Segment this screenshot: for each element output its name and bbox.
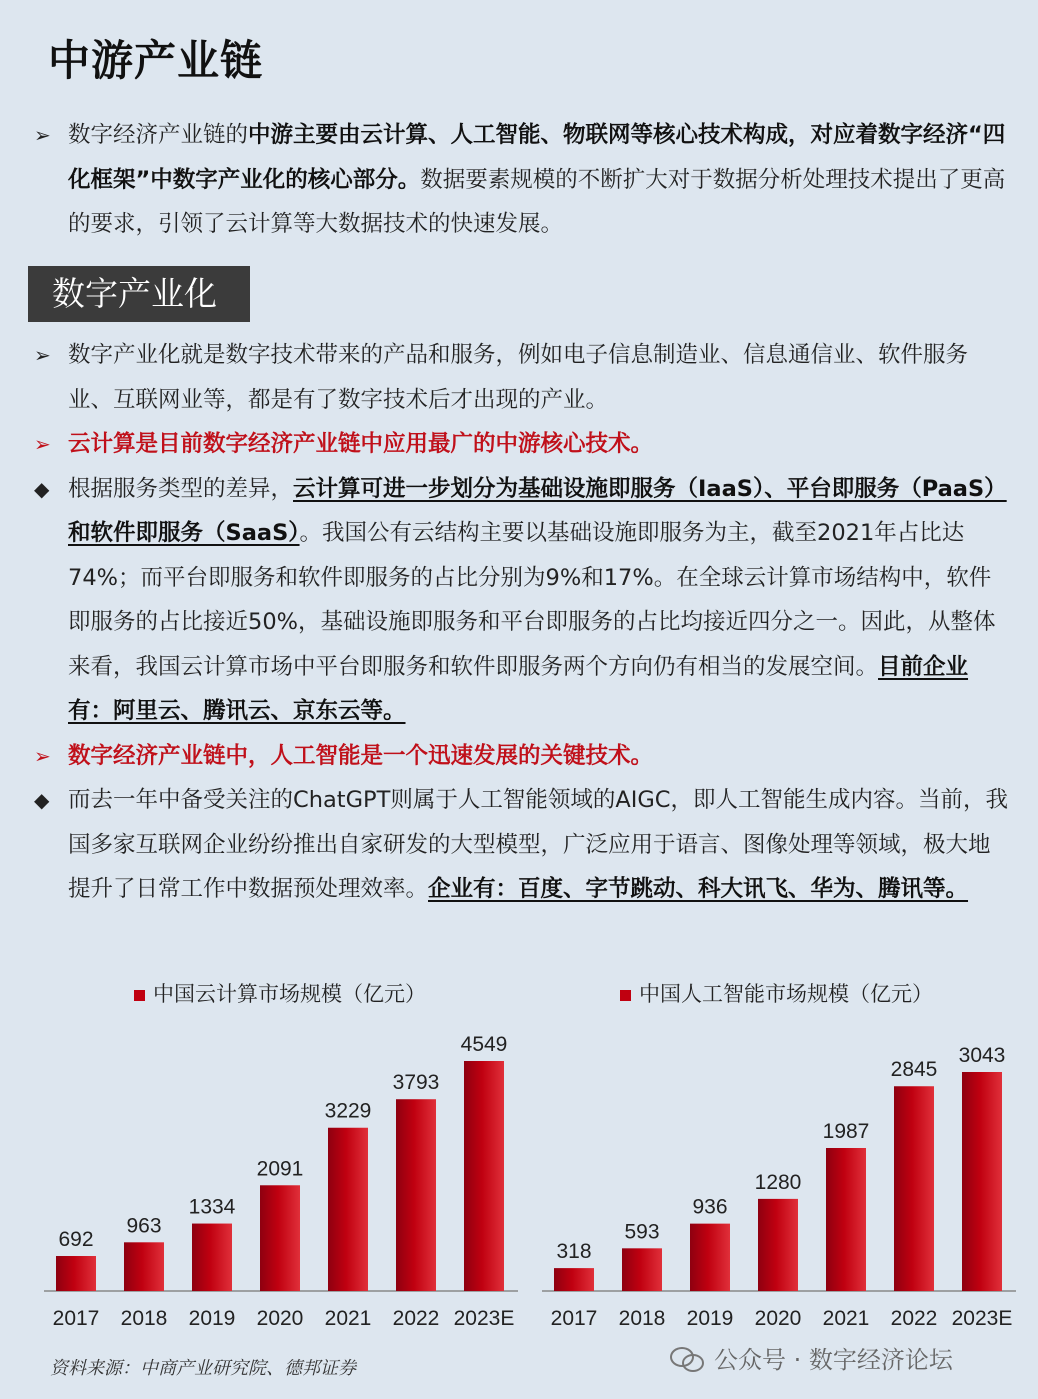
arrow-bullet-icon: ➢	[34, 743, 51, 768]
bar-2017	[554, 1268, 594, 1291]
bar-2020	[260, 1185, 300, 1291]
bar-chart-1	[542, 1044, 1016, 1330]
legend-label: 中国云计算市场规模（亿元）	[153, 982, 426, 1006]
bar-2022	[894, 1086, 934, 1291]
bar-2017	[56, 1256, 96, 1291]
data-label: 3229	[324, 1099, 372, 1123]
bar-2021	[328, 1128, 368, 1291]
x-tick-label: 2022	[392, 1307, 440, 1330]
bullet-text: 数字经济产业链中，人工智能是一个迅速发展的关键技术。	[68, 742, 654, 769]
watermark-text: 公众号 · 数字经济论坛	[714, 1346, 953, 1374]
data-label: 3793	[392, 1071, 440, 1095]
arrow-bullet-icon: ➢	[34, 343, 51, 367]
intro-text-rest: 数据要素规模的不断扩大对于数据分析处理技术提出了更高的要求，引领了云计算等大数据技术的快速发展。	[68, 166, 1006, 237]
data-label: 593	[624, 1220, 660, 1244]
bar-chart-0	[44, 1033, 518, 1330]
x-tick-label: 2020	[754, 1307, 802, 1330]
data-label: 2091	[256, 1157, 304, 1181]
wechat-icon	[670, 1345, 704, 1371]
data-label: 692	[58, 1228, 94, 1252]
bar-2021	[826, 1148, 866, 1291]
bar-2018	[622, 1248, 662, 1291]
data-label: 2845	[890, 1058, 938, 1082]
data-label: 1334	[188, 1195, 236, 1219]
intro-text-lead: 数字经济产业链的	[68, 122, 249, 148]
bullet-text-underlined: 云计算可进一步划分为基础设施即服务（IaaS）、平台即服务（PaaS）和软件即服务（SaaS）	[68, 475, 1007, 546]
data-label: 936	[692, 1195, 728, 1219]
x-tick-label: 2019	[686, 1307, 734, 1330]
data-label: 1987	[822, 1119, 870, 1143]
x-tick-label: 2023E	[951, 1307, 1013, 1330]
x-tick-label: 2018	[618, 1307, 666, 1330]
bullet-text: 而去一年中备受关注的ChatGPT则属于人工智能领域的AIGC，即人工智能生成内容。当前，我国多家互联网企业纷纷推出自家研发的大型模型，广泛应用于语言、图像处理等领域，极大地提升了日常工作中数据预处理效率。	[68, 787, 1009, 902]
bar-2023E	[464, 1061, 504, 1291]
bullet-text: 。我国公有云结构主要以基础设施即服务为主，截至2021年占比达74%；而平台即服务和软件即服务的占比分别为9%和17%。在全球云计算市场结构中，软件即服务的占比接近50%，基础设施即服务和平台即服务的占比均接近四分之一。因此，从整体来看，我国云计算市场中平台即服务和软件即服务两个方向仍有相当的发展空间。	[68, 520, 996, 680]
x-tick-label: 2022	[890, 1307, 938, 1330]
arrow-bullet-icon: ➢	[34, 432, 51, 456]
x-tick-label: 2017	[52, 1307, 100, 1330]
intro-text-bold: 中游主要由云计算、人工智能、物联网等核心技术构成，对应着数字经济“四化框架”中数字产业化的核心部分。	[68, 122, 1006, 193]
data-label: 3043	[958, 1044, 1006, 1067]
watermark	[670, 1340, 953, 1375]
x-tick-label: 2021	[324, 1307, 372, 1330]
data-label: 4549	[460, 1033, 508, 1056]
diamond-bullet-icon: ◆	[34, 476, 50, 501]
x-tick-label: 2023E	[453, 1307, 515, 1330]
x-tick-label: 2019	[188, 1307, 236, 1330]
x-tick-label: 2021	[822, 1307, 870, 1330]
bar-2018	[124, 1242, 164, 1291]
x-tick-label: 2018	[120, 1307, 168, 1330]
data-label: 318	[556, 1240, 592, 1264]
source-note: 资料来源：中商产业研究院、德邦证券	[50, 1358, 356, 1379]
bar-2023E	[962, 1072, 1002, 1291]
bullet-text: 数字产业化就是数字技术带来的产品和服务，例如电子信息制造业、信息通信业、软件服务业、互联网业等，都是有了数字技术后才出现的产业。	[68, 342, 969, 413]
arrow-bullet-icon: ➢	[34, 123, 51, 147]
bullet-text: 云计算是目前数字经济产业链中应用最广的中游核心技术。	[68, 431, 654, 457]
data-label: 963	[126, 1214, 162, 1238]
bullet-text-underlined: 目前企业有：阿里云、腾讯云、京东云等。	[68, 653, 969, 724]
bullet-text: 根据服务类型的差异，	[68, 475, 294, 502]
data-label: 1280	[754, 1170, 802, 1194]
bar-2022	[396, 1099, 436, 1291]
bar-2020	[758, 1199, 798, 1291]
page-title: 中游产业链	[48, 36, 264, 85]
x-tick-label: 2020	[256, 1307, 304, 1330]
bullet-text-underlined: 企业有：百度、字节跳动、科大讯飞、华为、腾讯等。	[428, 876, 969, 902]
diamond-bullet-icon: ◆	[34, 788, 50, 812]
bar-2019	[192, 1224, 232, 1291]
legend-label: 中国人工智能市场规模（亿元）	[639, 982, 933, 1006]
bar-2019	[690, 1224, 730, 1291]
section-tag: 数字产业化	[28, 266, 250, 322]
x-tick-label: 2017	[550, 1307, 598, 1330]
